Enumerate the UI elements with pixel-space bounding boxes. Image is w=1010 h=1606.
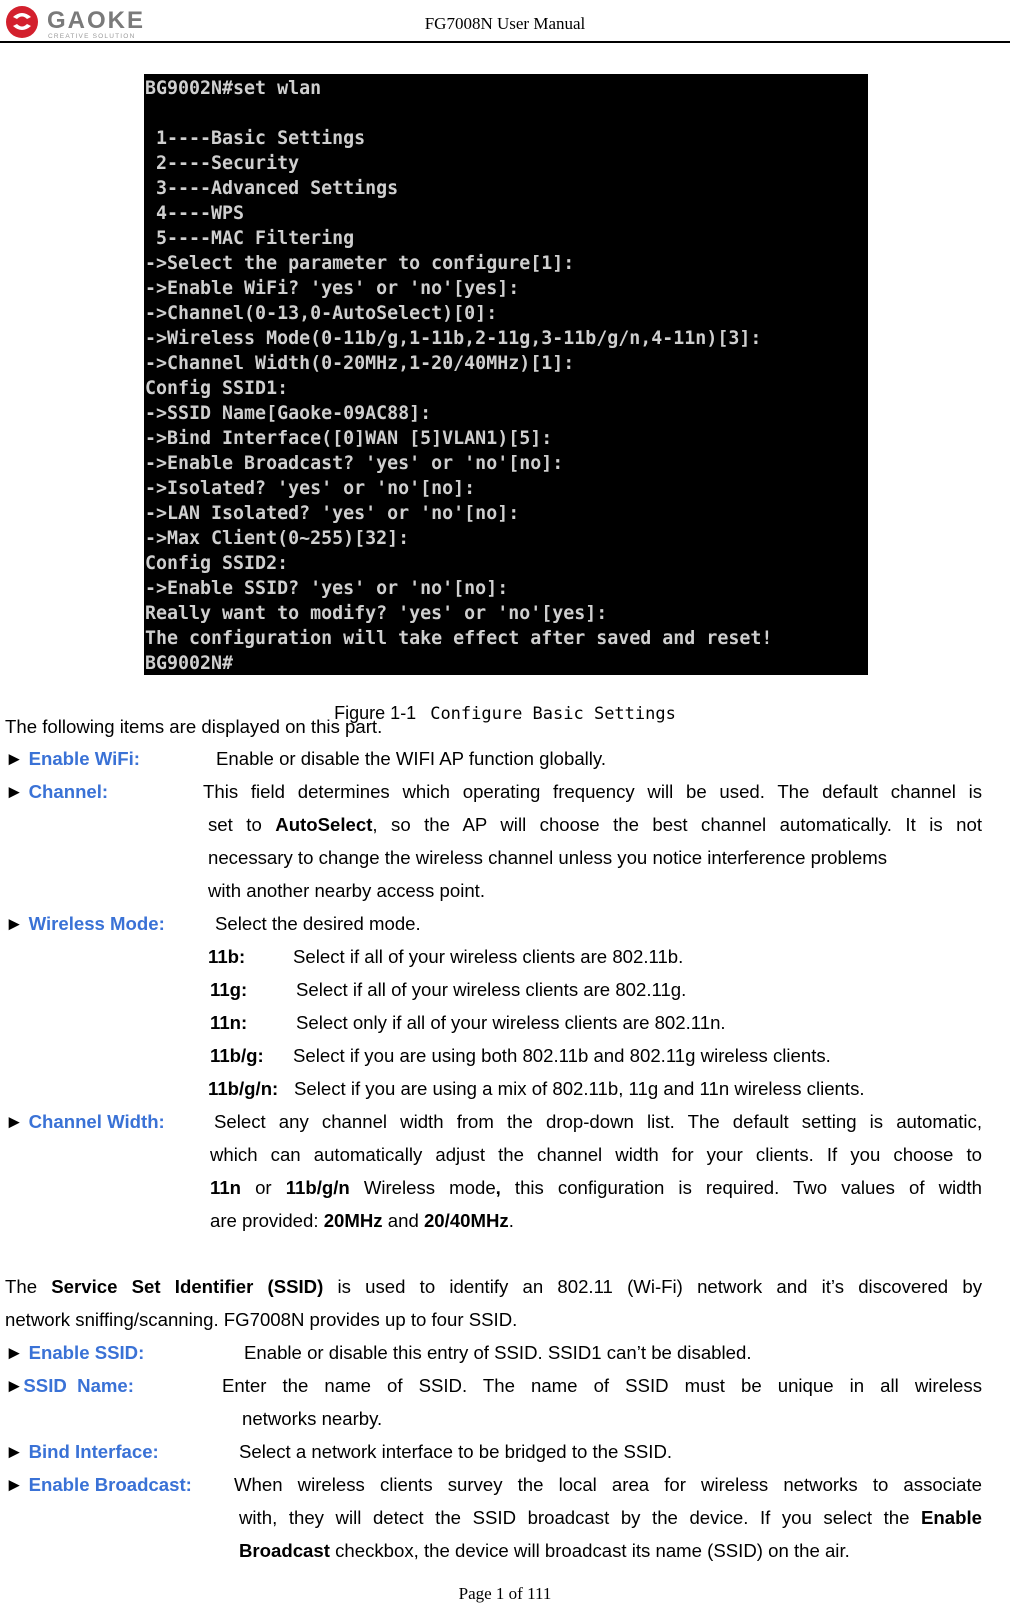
channel-desc-line4: with another nearby access point. <box>208 880 485 901</box>
enable-ssid-desc: Enable or disable this entry of SSID. SSID1 can’t be disabled. <box>244 1342 752 1363</box>
terminal-screenshot <box>144 74 868 675</box>
wireless-mode-desc: Select the desired mode. <box>215 913 421 934</box>
terminal-line: ->Isolated? 'yes' or 'no'[no]: <box>145 478 476 499</box>
terminal-line: ->Wireless Mode(0-11b/g,1-11b,2-11g,3-11b/g/n,4-11n)[3]: <box>145 328 762 349</box>
ssid-name-desc-line2: networks nearby. <box>242 1408 383 1429</box>
terminal-line: Config SSID1: <box>145 378 289 399</box>
terminal-line: 3----Advanced Settings <box>145 178 399 199</box>
mode-name: 11n: <box>210 1012 248 1033</box>
mode-desc: Select if all of your wireless clients are 802.11g. <box>296 979 687 1000</box>
ssid-name-label: SSID Name: <box>23 1375 134 1396</box>
document-title: FG7008N User Manual <box>424 14 586 33</box>
terminal-line: ->Max Client(0~255)[32]: <box>145 528 410 549</box>
terminal-line: ->Enable WiFi? 'yes' or 'no'[yes]: <box>145 278 520 299</box>
bullet-icon: ► <box>5 781 24 802</box>
enable-ssid-label: Enable SSID: <box>28 1342 145 1363</box>
terminal-line: ->Bind Interface([0]WAN [5]VLAN1)[5]: <box>145 428 553 449</box>
terminal-line: Config SSID2: <box>145 553 289 574</box>
ssid-paragraph-line1: The Service Set Identifier (SSID) is used to identify an 802.11 (Wi-Fi) network and it’s discovered by <box>5 1276 982 1297</box>
bullet-icon: ► <box>5 1342 24 1363</box>
terminal-line: ->Enable Broadcast? 'yes' or 'no'[no]: <box>145 453 564 474</box>
figure-title: Configure Basic Settings <box>430 704 676 724</box>
bullet-icon: ► <box>5 913 24 934</box>
enable-broadcast-label: Enable Broadcast: <box>28 1474 192 1495</box>
page-number: Page 1 of 111 <box>458 1584 552 1603</box>
bind-interface-desc: Select a network interface to be bridged to the SSID. <box>239 1441 673 1462</box>
bullet-icon: ► <box>5 1111 24 1132</box>
channel-desc-line1: This field determines which operating frequency will be used. The default channel is <box>203 781 982 802</box>
bullet-icon: ► <box>5 1441 24 1462</box>
terminal-line: 4----WPS <box>145 203 245 224</box>
item-wireless-mode <box>5 913 165 935</box>
page-header <box>0 0 1010 44</box>
item-bind-interface <box>5 1441 159 1463</box>
ssid-paragraph-line2: network sniffing/scanning. FG7008N provides up to four SSID. <box>5 1309 518 1330</box>
mode-name: 11g: <box>210 979 248 1000</box>
item-enable-broadcast <box>5 1474 192 1496</box>
terminal-line: BG9002N#set wlan <box>145 78 322 99</box>
header-divider <box>0 41 1010 43</box>
terminal-line: ->Channel(0-13,0-AutoSelect)[0]: <box>145 303 498 324</box>
terminal-line <box>145 101 868 126</box>
svg-text:GAOKE: GAOKE <box>47 7 146 34</box>
figure-label: Figure 1-1 <box>334 703 417 723</box>
terminal-line: ->LAN Isolated? 'yes' or 'no'[no]: <box>145 503 520 524</box>
enable-broadcast-desc-line2: with, they will detect the SSID broadcast by the device. If you select the Enable <box>239 1507 982 1528</box>
channel-width-desc-line4: are provided: 20MHz and 20/40MHz. <box>210 1210 514 1231</box>
terminal-line: ->Select the parameter to configure[1]: <box>145 253 575 274</box>
bullet-icon: ► <box>5 1474 24 1495</box>
mode-desc: Select if you are using a mix of 802.11b, 11g and 11n wireless clients. <box>294 1078 865 1099</box>
channel-width-desc-line2: which can automatically adjust the channel width for your clients. If you choose to <box>210 1144 982 1165</box>
channel-width-desc-line1: Select any channel width from the drop-down list. The default setting is automatic, <box>214 1111 982 1132</box>
mode-desc: Select if you are using both 802.11b and 802.11g wireless clients. <box>293 1045 831 1066</box>
channel-width-desc-line3: 11n or 11b/g/n Wireless mode, this configuration is required. Two values of width <box>210 1177 982 1198</box>
channel-label: Channel: <box>28 781 109 802</box>
item-channel <box>5 781 108 803</box>
mode-name: 11b/g/n: <box>208 1078 279 1099</box>
mode-desc: Select only if all of your wireless clients are 802.11n. <box>296 1012 726 1033</box>
terminal-line: The configuration will take effect after saved and reset! <box>145 628 773 649</box>
bind-interface-label: Bind Interface: <box>28 1441 159 1462</box>
bullet-icon: ► <box>5 748 24 769</box>
enable-wifi-desc: Enable or disable the WIFI AP function globally. <box>216 748 607 769</box>
terminal-line: ->Enable SSID? 'yes' or 'no'[no]: <box>145 578 509 599</box>
channel-width-label: Channel Width: <box>28 1111 165 1132</box>
terminal-line: ->Channel Width(0-20MHz,1-20/40MHz)[1]: <box>145 353 575 374</box>
terminal-line: ->SSID Name[Gaoke-09AC88]: <box>145 403 432 424</box>
terminal-line: 1----Basic Settings <box>145 128 366 149</box>
mode-name: 11b/g: <box>210 1045 264 1066</box>
enable-broadcast-desc-line1: When wireless clients survey the local area for wireless networks to associate <box>234 1474 982 1495</box>
terminal-line: BG9002N# <box>145 653 234 674</box>
item-enable-wifi <box>5 748 140 770</box>
wireless-mode-label: Wireless Mode: <box>28 913 165 934</box>
item-ssid-name <box>5 1375 134 1397</box>
mode-desc: Select if all of your wireless clients are 802.11b. <box>293 946 684 967</box>
channel-desc-line3: necessary to change the wireless channel unless you notice interference problems <box>208 847 888 868</box>
enable-broadcast-desc-line3: Broadcast checkbox, the device will broadcast its name (SSID) on the air. <box>239 1540 850 1561</box>
terminal-line: Really want to modify? 'yes' or 'no'[yes]: <box>145 603 608 624</box>
mode-name: 11b: <box>208 946 246 967</box>
channel-desc-line2: set to AutoSelect, so the AP will choose the best channel automatically. It is not <box>208 814 982 835</box>
terminal-line: 5----MAC Filtering <box>145 228 355 249</box>
ssid-name-desc-line1: Enter the name of SSID. The name of SSID must be unique in all wireless <box>222 1375 982 1396</box>
item-channel-width <box>5 1111 165 1133</box>
item-enable-ssid <box>5 1342 144 1364</box>
enable-wifi-label: Enable WiFi: <box>28 748 140 769</box>
bullet-icon: ► <box>5 1375 24 1396</box>
intro-text: The following items are displayed on this part. <box>5 716 383 737</box>
svg-text:CREATIVE SOLUTION: CREATIVE SOLUTION <box>48 33 136 40</box>
terminal-line: 2----Security <box>145 153 300 174</box>
